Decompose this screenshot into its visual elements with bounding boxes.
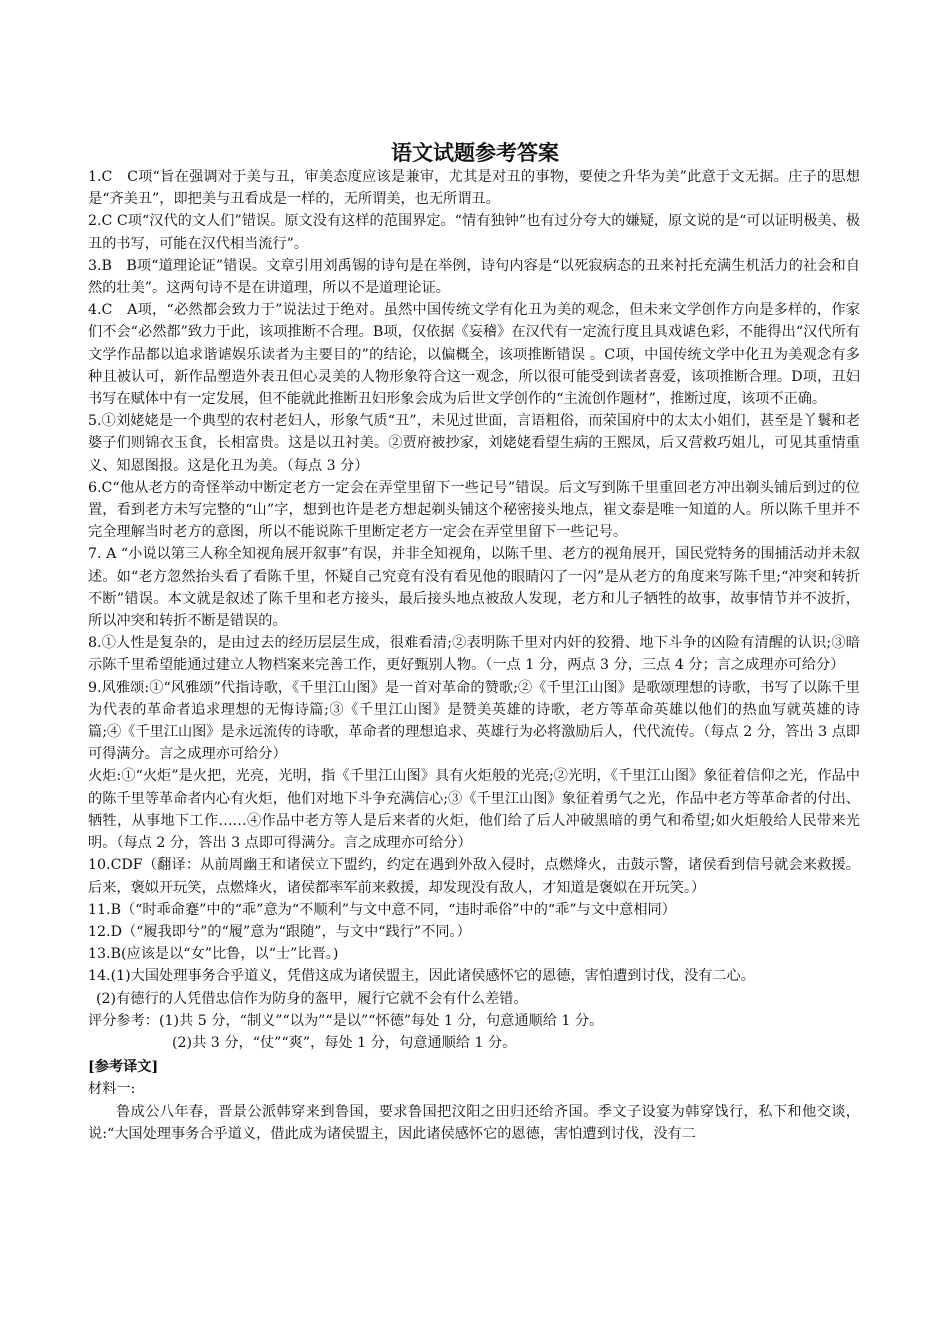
translation-text: 鲁成公八年春，晋景公派韩穿来到鲁国，要求鲁国把汶阳之田归还给齐国。季文子设宴为韩穿饯行，私下和他交谈，说:“大国处理事务合乎道义，借此成为诸侯盟主，因此诸侯感怀它的恩德，害怕遭到讨伐，没有二 (88, 1103, 860, 1142)
translation-heading: [参考译文] (88, 1059, 159, 1076)
answer-6: 6.C“他从老方的奇怪举动中断定老方一定会在弄堂里留下一些记号”错误。后文写到陈千里重回老方冲出剃头铺后到过的位置，看到老方未写完整的“山”字，想到也许是老方想起剃头铺这个秘密接头地点，崔文泰是唯一知道的人。所以陈千里并不完全理解当时老方的意图，所以不能说陈千里断定老方一定会在弄堂里留下一些记号。 (88, 479, 860, 541)
material-label: 材料一: (88, 1081, 136, 1098)
answer-7: 7. A “小说以第三人称全知视角展开叙事”有误，并非全知视角，以陈千里、老方的视角展开，国民党特务的围捕活动并未叙述。如“老方忽然抬头看了看陈千里，怀疑自己究竟有没有看见他的眼睛闪了一闪”是从老方的角度来写陈千里;“冲突和转折不断”错误。本文就是叙述了陈千里和老方接头，最后接头地点被敌人发现，老方和儿子牺牲的故事，故事情节并不波折，所以冲突和转折不断是错误的。 (88, 546, 860, 630)
answer-10: 10.CDF（翻译：从前周幽王和诸侯立下盟约，约定在遇到外敌入侵时，点燃烽火，击鼓示警，诸侯看到信号就会来救援。后来，褒姒开玩笑，点燃烽火，诸侯都率军前来救援，却发现没有敌人，才知道是褒姒在开玩笑。） (88, 857, 860, 896)
answer-9-huoju: 火炬:①“火炬”是火把，光亮，光明，指《千里江山图》具有火炬般的光亮;②光明，《千里江山图》象征着信仰之光，作品中的陈千里等革命者内心有火炬，他们对地下斗争充满信心;③《千里江山图》象征着勇气之光，作品中老方等革命者的付出、牺牲，从事地下工作……④作品中老方等人是后来者的火炬，他们给了后人冲破黑暗的勇气和希望;如火炬般给人民带来光明。（每点 2 分，答出 3 点即可得满分。言之成理亦可给分） (88, 768, 860, 852)
answer-2: 2.C C项“汉代的文人们”错误。原文没有这样的范围界定。“情有独钟”也有过分夸大的嫌疑，原文说的是“可以证明极美、极丑的书写，可能在汉代相当流行”。 (88, 213, 860, 252)
page-title: 语文试题参考答案 (391, 141, 559, 165)
scoring-reference-1: 评分参考：(1)共 5 分，“制义”“以为”“是以”“怀德”每处 1 分，句意通顺给 1 分。 (88, 1012, 604, 1029)
answer-8: 8.①人性是复杂的，是由过去的经历层层生成，很难看清;②表明陈千里对内奸的狡猾、地下斗争的凶险有清醒的认识;③暗示陈千里希望能通过建立人物档案来完善工作，更好甄别人物。（一点 1 分，两点 3 分，三点 4 分；言之成理亦可给分） (88, 635, 860, 674)
scoring-reference-2: (2)共 3 分，“仗”“爽”，每处 1 分，句意通顺给 1 分。 (172, 1034, 517, 1051)
answer-13: 13.B(应该是以“女”比鲁，以“士”比晋。) (88, 946, 339, 963)
answer-12: 12.D（“履我即兮”的“履”意为“跟随”，与文中“践行”不同。） (88, 923, 471, 940)
answer-9-fengyasong: 9.风雅颂:①“风雅颂”代指诗歌，《千里江山图》是一首对革命的赞歌;②《千里江山图》是歌颂理想的诗歌，书写了以陈千里为代表的革命者追求理想的无悔诗篇;③《千里江山图》是赞美英雄的诗歌，老方等革命英雄以他们的热血写就英雄的诗篇;④《千里江山图》是永远流传的诗歌，革命者的理想追求、英雄行为必将激励后人，代代流传。（每点 2 分，答出 3 点即可得满分。言之成理亦可给分） (88, 679, 860, 763)
answer-11: 11.B（“时乖命蹇”中的“乖”意为“不顺利”与文中意不同，“违时乖俗”中的“乖”与文中意相同） (88, 901, 676, 918)
answer-14-part2: (2)有德行的人凭借忠信作为防身的盔甲，履行它就不会有什么差错。 (96, 990, 528, 1007)
answer-14-part1: 14.(1)大国处理事务合乎道义，凭借这成为诸侯盟主，因此诸侯感怀它的恩德，害怕遭到讨伐，没有二心。 (88, 968, 755, 985)
answer-body (88, 166, 860, 1145)
answer-4: 4.C A项，“必然都会致力于”说法过于绝对。虽然中国传统文学有化丑为美的观念，但未来文学创作方向是多样的，作家们不会“必然都”致力于此，该项推断不合理。B项，仅依据《妄稽》在汉代有一定流行度且具戏谑色彩，不能得出“汉代所有文学作品都以追求谐谑娱乐读者为主要目的”的结论，以偏概全，该项推断错误 。C项，中国传统文学中化丑为美观念有多种且被认可，新作品塑造外表丑但心灵美的人物形象符合这一观念，所以很可能受到读者喜爱，该项推断合理。D项，丑妇书写在赋体中有一定发展，但不能就此推断丑妇形象会成为后世文学创作的“主流创作题材”，推断过度，该项不正确。 (88, 302, 860, 408)
answer-3: 3.B B项“道理论证”错误。文章引用刘禹锡的诗句是在举例，诗句内容是“以死寂病态的丑来衬托充满生机活力的社会和自然的壮美”。这两句诗不是在讲道理，所以不是道理论证。 (88, 257, 860, 297)
answer-5: 5.①刘姥姥是一个典型的农村老妇人，形象气质“丑”，未见过世面，言语粗俗，而荣国府中的太太小姐们，甚至是丫鬟和老婆子们则锦衣玉食，长相富贵。这是以丑衬美。②贾府被抄家，刘姥姥看望生病的王熙凤，后又营救巧姐儿，可见其重情重义、知恩图报。这是化丑为美。（每点 3 分） (88, 413, 860, 474)
answer-1: 1.C C项“旨在强调对于美与丑，审美态度应该是兼审，尤其是对丑的事物，要使之升华为美”此意于文无据。庄子的思想是“齐美丑”，即把美与丑看成是一样的，无所谓美，也无所谓丑。 (88, 169, 860, 208)
